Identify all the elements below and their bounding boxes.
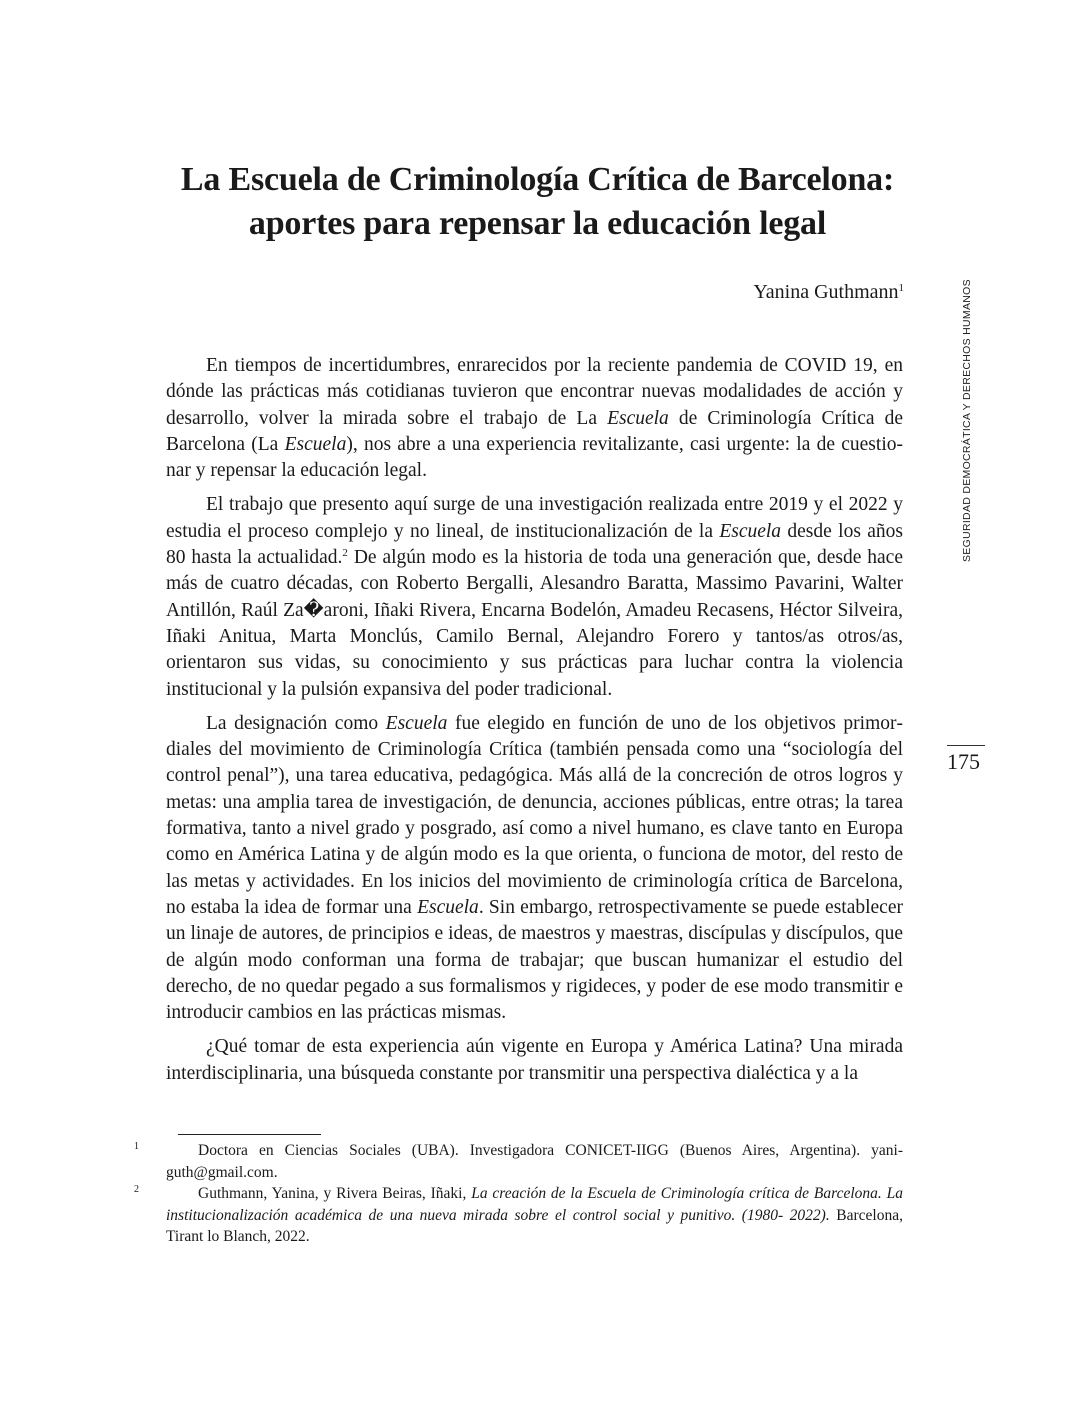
section-running-head: SEGURIDAD DEMOCRÁTICA Y DERECHOS HUMANOS: [961, 279, 973, 562]
paragraph-3-text-a: La designación como: [206, 712, 386, 734]
footnote-ref-2[interactable]: 2: [342, 547, 348, 560]
page-number: 175: [947, 749, 980, 774]
paragraph-1-text-b: de Criminología Crítica de Barcelona (La: [166, 407, 904, 455]
paragraph-1: [166, 353, 903, 484]
paragraph-2-text-c: De algún modo es la historia de toda una generación que, desde hace más de cuatro décadas, con Roberto Bergalli, Alesandro Baratta, Massimo Pavarini, Walter Antillón, Raúl Za�aroni, Iñaki Rivera, Encarna Bodelón, Amadeu Recasens, Héctor Silveira, Iñaki Anitua, Marta Monclús, Camilo Bernal, Alejandro Forero y tantos/as otros/as, orientaron sus vidas, su conocimiento y sus prácticas para luchar contra la violencia institucional y la pulsión expansiva del poder tradicional.: [166, 547, 903, 700]
footnote-1-text: Doctora en Ciencias Sociales (UBA). Investigadora CONICET-IIGG (Buenos Aires, Argentina). yaniguth@gmail.com.: [166, 1142, 903, 1181]
page-number-rule: [947, 745, 985, 746]
paragraph-3-text-b: fue elegido en función de uno de los objetivos primordiales del movimiento de Criminología Crítica (también pensada como una “sociología del control penal”), una tarea educativa, pedagógica. Más allá de la concreción de otros logros y metas: una amplia tarea de investigación, de denuncia, acciones públicas, entre otras; la tarea formativa, tanto a nivel grado y posgrado, así como a nivel humano, es clave tanto en Europa como en América Latina y de algún modo es la que orienta, o funciona de motor, del resto de las metas y actividades. En los inicios del movimiento de criminología crítica de Barcelona, no estaba la idea de formar una: [166, 712, 904, 918]
paragraph-3-italic-b: Escuela: [417, 896, 479, 918]
footnote-2: [134, 1183, 903, 1248]
paragraph-3: [166, 711, 903, 1027]
article-title: [130, 158, 945, 246]
footnote-1: [134, 1140, 903, 1183]
author-byline: [753, 280, 904, 304]
footnote-2-text-a: Guthmann, Yanina, y Rivera Beiras, Iñaki,: [198, 1185, 472, 1202]
paragraph-2-text-a: El trabajo que presento aquí surge de una investigación realizada entre 2019 y el 2022 y estudia el proceso complejo y no lineal, de institucionalización de la: [166, 494, 903, 542]
paragraph-3-italic-a: Escuela: [385, 712, 448, 734]
paragraph-1-text-a: En tiempos de incertidumbres, enrarecidos por la reciente pandemia de COVID 19, en dónde las prácticas más cotidianas tuvieron que encontrar nuevas modalidades de acción y desarrollo, volver la mirada sobre el trabajo de La: [166, 355, 903, 429]
paragraph-1-italic-b: Escuela: [284, 433, 347, 455]
footnotes: [134, 1140, 903, 1248]
article-body: [166, 353, 903, 1095]
paragraph-2: [166, 492, 903, 702]
article-title-line-1: La Escuela de Criminología Crítica de Barcelona:: [180, 161, 895, 198]
article-title-line-2: aportes para repensar la educación legal: [248, 205, 827, 242]
paragraph-2-italic-a: Escuela: [719, 520, 782, 542]
paragraph-2-text-b: desde los años 80 hasta la actualidad.: [166, 520, 903, 569]
footnote-divider: [178, 1134, 321, 1135]
footnote-2-number: 2: [134, 1184, 139, 1195]
footnote-ref-1[interactable]: 1: [898, 282, 904, 294]
paragraph-3-text-c: . Sin embargo, retrospectivamente se puede establecer un linaje de autores, de principios e ideas, de maestros y maestras, discípulas y discípulos, que de algún modo conforman una forma de trabajar; que buscan humanizar el estudio del derecho, de no quedar pegado a sus formalismos y rigideces, y poder de ese modo transmitir e introducir cambios en las prácticas mismas.: [166, 896, 903, 1024]
footnote-2-italic: La creación de la Escuela de Criminología crítica de Barcelona. La institucionalización académica de una nueva mirada sobre el control social y punitivo. (1980- 2022).: [166, 1185, 903, 1224]
paragraph-1-italic-a: Escuela: [607, 407, 669, 429]
footnote-2-text-b: Barcelona, Tirant lo Blanch, 2022.: [166, 1206, 903, 1245]
paragraph-1-text-c: ), nos abre a una experiencia revitalizante, casi urgente: la de cuestionar y repensar la educación legal.: [166, 433, 903, 482]
author-name: Yanina Guthmann: [753, 281, 899, 303]
paragraph-4: [166, 1034, 903, 1087]
paragraph-4-text: ¿Qué tomar de esta experiencia aún vigente en Europa y América Latina? Una mirada interdisciplinaria, una búsqueda constante por transmitir una perspectiva dialéctica y a la: [166, 1036, 903, 1084]
footnote-1-number: 1: [134, 1141, 139, 1152]
